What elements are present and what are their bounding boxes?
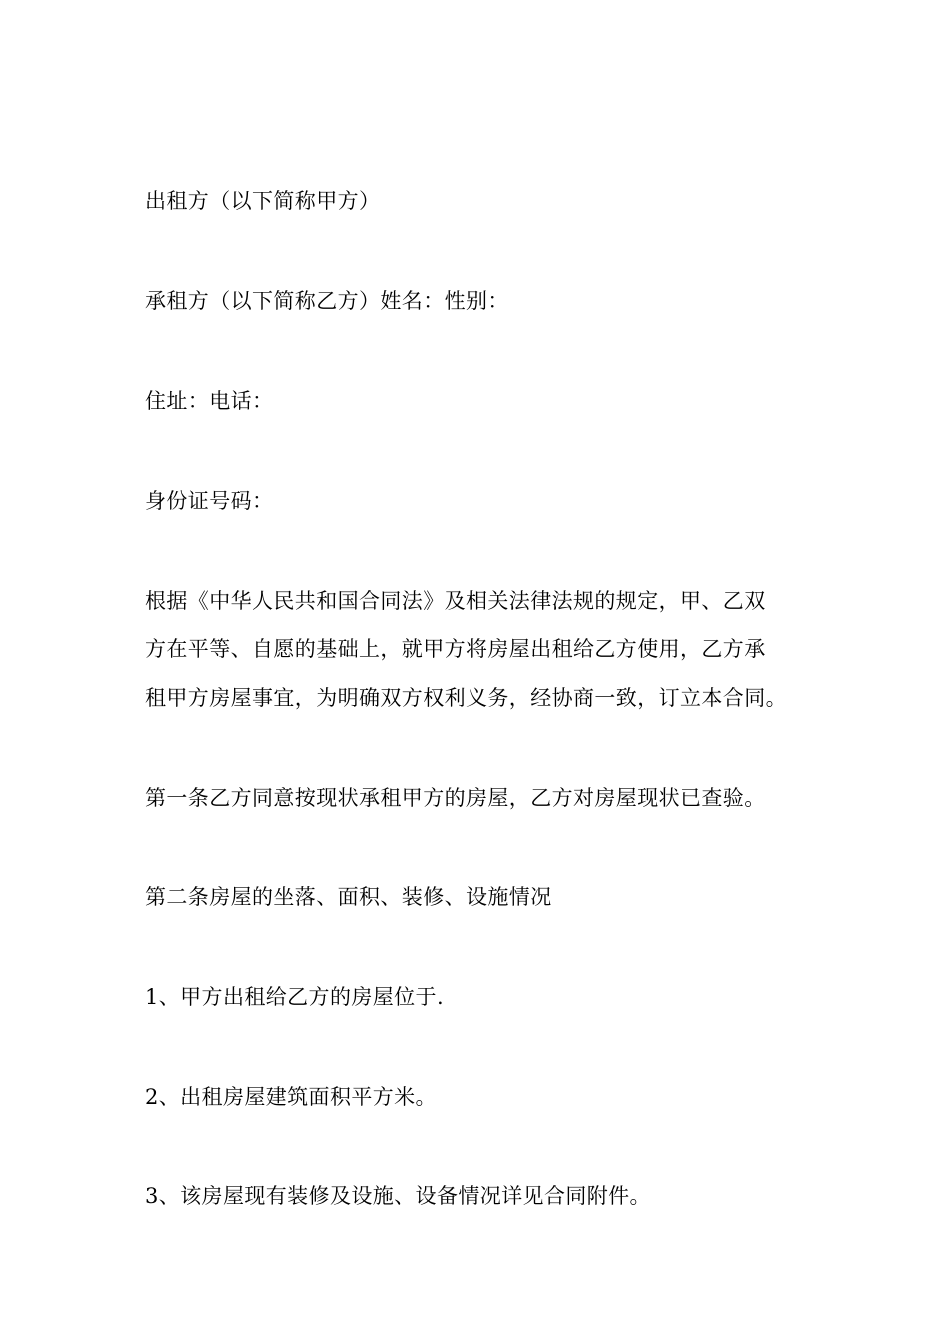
party-b-line: 承租方（以下简称乙方）姓名：性别： (145, 289, 509, 313)
address-phone-line: 住址：电话： (145, 389, 274, 413)
item-1-line: 1、甲方出租给乙方的房屋位于. (145, 985, 445, 1009)
article-1-line: 第一条乙方同意按现状承租甲方的房屋，乙方对房屋现状已查验。 (145, 786, 766, 810)
preamble-line-1: 根据《中华人民共和国合同法》及相关法律法规的规定，甲、乙双 (145, 589, 766, 613)
item-2-line: 2、出租房屋建筑面积平方米。 (145, 1085, 437, 1109)
party-a-line: 出租方（以下简称甲方） (145, 189, 381, 213)
preamble-line-3: 租甲方房屋事宜，为明确双方权利义务，经协商一致，订立本合同。 (145, 686, 787, 710)
article-2-line: 第二条房屋的坐落、面积、装修、设施情况 (145, 885, 552, 909)
id-number-line: 身份证号码： (145, 489, 274, 513)
preamble-line-2: 方在平等、自愿的基础上，就甲方将房屋出租给乙方使用，乙方承 (145, 637, 766, 661)
item-3-line: 3、该房屋现有装修及设施、设备情况详见合同附件。 (145, 1184, 651, 1208)
